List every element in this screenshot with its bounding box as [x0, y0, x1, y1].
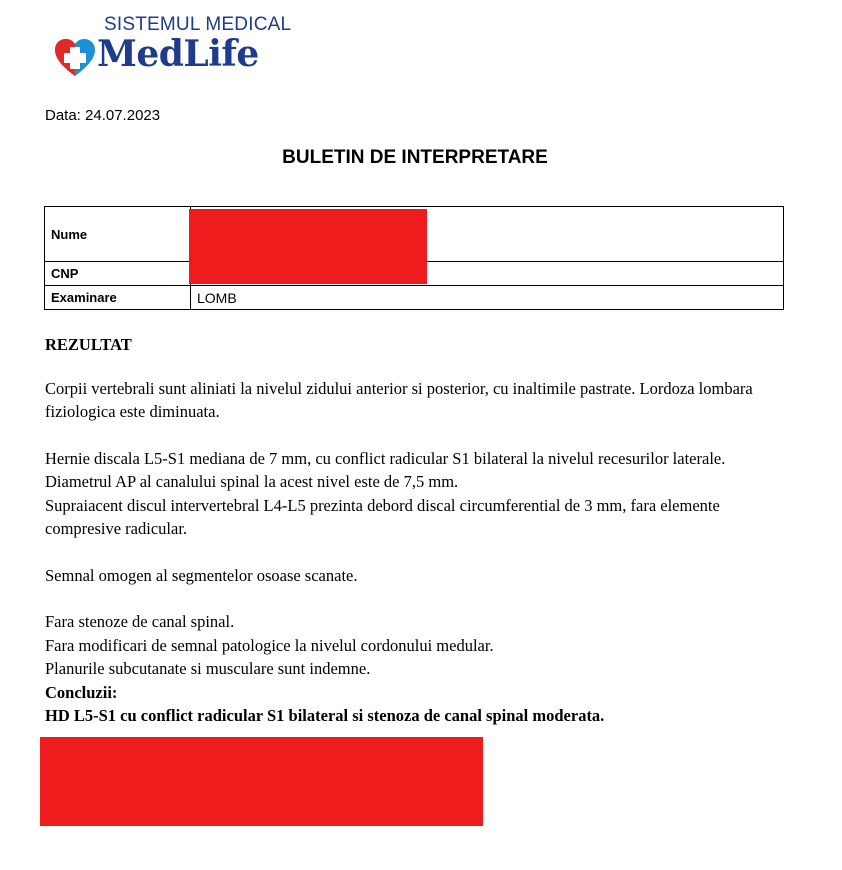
- heart-cross-icon: [54, 38, 96, 78]
- exam-value: LOMB: [191, 286, 784, 310]
- conclusion-text: HD L5-S1 cu conflict radicular S1 bilateral si stenoza de canal spinal moderata.: [45, 706, 605, 725]
- table-row-exam: [45, 286, 784, 310]
- report-body: [45, 333, 790, 728]
- report-line: Planurile subcutanate si musculare sunt indemne.: [45, 659, 371, 678]
- report-line: Fara modificari de semnal patologice la nivelul cordonului medular.: [45, 635, 494, 655]
- logo-wordmark: MedLife: [97, 33, 259, 75]
- report-paragraph: Supraiacent discul intervertebral L4-L5 prezinta debord discal circumferential de 3 mm, fara elemente compresive radicular.: [45, 495, 720, 538]
- medlife-logo: [54, 14, 292, 78]
- document-date: Data: 24.07.2023: [45, 107, 161, 124]
- report-heading: REZULTAT: [45, 335, 132, 354]
- redaction-block-patient: [189, 209, 427, 284]
- report-paragraph: Corpii vertebrali sunt aliniati la nivelul zidului anterior si posterior, cu inaltimile pastrate. Lordoza lombara fiziologica este diminuata.: [45, 378, 753, 421]
- exam-label: Examinare: [45, 286, 191, 310]
- report-paragraph: Semnal omogen al segmentelor osoase scanate.: [45, 565, 358, 585]
- document-title: BULETIN DE INTERPRETARE: [282, 147, 548, 168]
- report-paragraph: Hernie discala L5-S1 mediana de 7 mm, cu conflict radicular S1 bilateral la nivelul recesurilor laterale. Diametrul AP al canalului spinal la acest nivel este de 7,5 mm.: [45, 448, 726, 491]
- name-label: Nume: [45, 207, 191, 262]
- report-line: Fara stenoze de canal spinal.: [45, 612, 235, 631]
- redaction-block-signature: [40, 737, 483, 826]
- logo-subtitle: SISTEMUL MEDICAL: [104, 14, 292, 35]
- cnp-label: CNP: [45, 262, 191, 286]
- conclusions-label: Concluzii:: [45, 682, 118, 702]
